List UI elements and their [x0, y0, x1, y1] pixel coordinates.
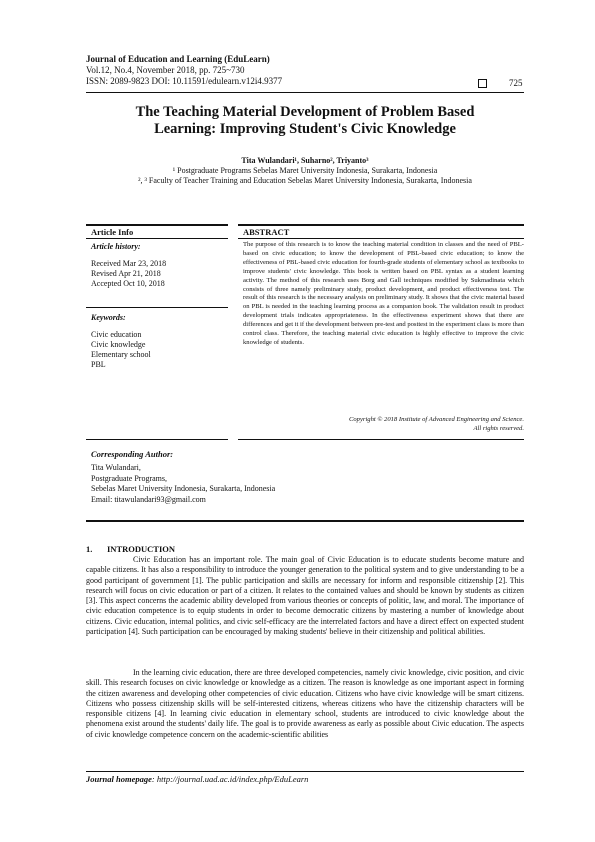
- title-line-2: Learning: Improving Student's Civic Knowledge: [154, 121, 456, 137]
- article-history: [91, 242, 231, 289]
- revised-date: Revised Apr 21, 2018: [91, 269, 161, 278]
- section-title: INTRODUCTION: [107, 544, 176, 554]
- info-bottom-rule: [86, 439, 228, 440]
- footer-divider: [86, 771, 524, 772]
- intro-paragraph-1: [86, 555, 524, 637]
- paragraph-text: Civic Education has an important role. The main goal of Civic Education is to educate students become mature and capable citizens. It has also a responsibility to introduce the younger generation to the political system and to give understanding to be a good participant of government [1]. The public participation and skills are necessary for inform and responsible citizenship [2]. This research will focus on civic education or part of a citizen. It relates to the contained values and should be known by students as citizen [3]. This aspect concerns the academic ability developed from various theories or concepts of politic, law, and moral. The importance of civic education competence is to equip students in order to become democratic citizens by mastering a number of knowledge about citizens. Civic education, internal politics, and civic self-efficacy are the interrelated factors and have a direct effect on expected student participation [4]. Such participation can be encouraged by making students' believe in their citizenship and political abilities.: [86, 555, 524, 637]
- journal-homepage: [86, 774, 308, 784]
- corresponding-bottom-rule: [86, 520, 524, 522]
- info-top-rule: [86, 224, 228, 226]
- author-name: Tita Wulandari,: [91, 462, 141, 472]
- issn-line: ISSN: 2089-9823 DOI: 10.11591/edulearn.v12i4.9377: [86, 76, 283, 86]
- title-line-1: The Teaching Material Development of Problem Based: [135, 104, 475, 120]
- intro-paragraph-2: [86, 668, 524, 740]
- info-sub-rule: [86, 238, 228, 239]
- keyword-item: Civic education: [91, 330, 142, 339]
- author-program: Postgraduate Programs,: [91, 473, 167, 483]
- history-label: Article history:: [91, 242, 141, 251]
- affiliation-1: ¹ Postgraduate Programs Sebelas Maret University Indonesia, Surakarta, Indonesia: [172, 166, 438, 175]
- paper-title: [86, 104, 524, 138]
- page-number: 725: [509, 78, 523, 88]
- author-names: Tita Wulandari¹, Suharno², Triyanto³: [241, 156, 369, 165]
- keyword-item: Civic knowledge: [91, 340, 146, 349]
- keyword-item: Elementary school: [91, 350, 151, 359]
- copyright-line-2: All rights reserved.: [473, 425, 524, 432]
- received-date: Received Mar 23, 2018: [91, 259, 167, 268]
- running-header: [86, 54, 282, 87]
- corresponding-author: [91, 449, 521, 506]
- journal-name: Journal of Education and Learning (EduLearn): [86, 54, 270, 64]
- copyright-line-1: Copyright © 2018 Institute of Advanced Engineering and Science.: [348, 416, 524, 423]
- corresponding-label: Corresponding Author:: [91, 449, 174, 459]
- homepage-link[interactable]: : http://journal.uad.ac.id/index.php/EduLearn: [151, 774, 309, 784]
- section-number: 1.: [86, 544, 93, 554]
- square-box-icon: [478, 79, 487, 88]
- keywords-block: [91, 313, 231, 370]
- homepage-label: Journal homepage: [86, 774, 152, 784]
- keywords-label: Keywords:: [91, 313, 126, 322]
- abstract-bottom-rule: [238, 439, 524, 440]
- abstract-label: ABSTRACT: [243, 227, 290, 237]
- article-info-label: Article Info: [91, 227, 134, 237]
- copyright-notice: [243, 415, 524, 433]
- affiliation-2: ², ³ Faculty of Teacher Training and Education Sebelas Maret University Indonesia, Surakarta, Indonesia: [138, 176, 472, 185]
- keyword-item: PBL: [91, 360, 106, 369]
- section-heading: [86, 544, 175, 554]
- page-marker: [478, 78, 523, 88]
- paragraph-text: In the learning civic education, there are three developed competencies, namely civic knowledge, civic position, and civic skill. This research focuses on civic knowledge or knowledge as a citizen. The reason is knowledge as one important aspect in forming the citizen awareness and developing other competencies of civic education. Citizens who have civic knowledge will be smart citizens. Citizens who possess citizenship skills will be self-interested citizens, whereas citizens who have the citizenship characters will be responsible citizens [4]. In learning civic education in elementary school, students are introduced to civic knowledge about the phenomena exist around the students' daily life. The goal is to provide awareness as early as possible about Civic education. The aspects of civic knowledge competence concern on the academic-scientific abilities: [86, 668, 524, 739]
- author-email: Email: titawulandari93@gmail.com: [91, 495, 206, 505]
- accepted-date: Accepted Oct 10, 2018: [91, 279, 165, 288]
- header-divider: [86, 92, 524, 93]
- abstract-text: The purpose of this research is to know the teaching material condition in classes and the need of PBL-based on civic education; to know the development of PBL-based civic education; to know the effectiveness of PBL-based civic education for fourth-grade students of elementary school as textbooks to improve students' civic knowledge. This book is written based on PBL syntax as a student learning activity. The method of this research uses Borg and Gall techniques modified by Sukmadinata which consists of three namely preliminary study, product development, and product effectiveness test. The result of this research is the necessary analysis on preliminary study. It shows that the civic material based on PBL is needed in the teaching learning process as a companion book. The validation result in product development trials indicates appropriateness. In the effectiveness experiment shows that there are differences and get it if the development between pre-test and posttest in the experiment class is more than control class. Therefore, the teaching material civic education is highly effective to improve the civic knowledge of students.: [243, 241, 524, 346]
- author-block: [86, 156, 524, 186]
- abstract-top-rule: [238, 224, 524, 226]
- abstract-sub-rule: [238, 238, 524, 239]
- keywords-rule: [86, 307, 228, 308]
- author-university: Sebelas Maret University Indonesia, Surakarta, Indonesia: [91, 484, 276, 494]
- volume-line: Vol.12, No.4, November 2018, pp. 725~730: [86, 65, 245, 75]
